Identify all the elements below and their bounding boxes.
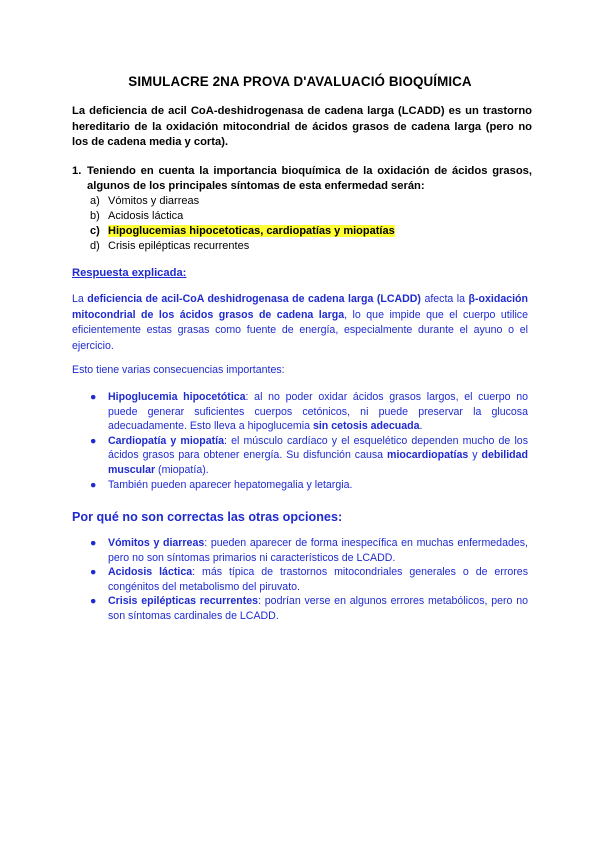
other-options-heading: Por qué no son correctas las otras opciones: bbox=[72, 510, 343, 524]
bullet-icon: ● bbox=[90, 537, 97, 549]
bullet-icon: ● bbox=[90, 434, 97, 447]
list-item bbox=[90, 434, 528, 478]
list-item bbox=[90, 536, 528, 565]
bullet-icon: ● bbox=[90, 566, 97, 579]
option-letter: a) bbox=[90, 195, 100, 207]
option-d bbox=[90, 239, 395, 254]
bullet-icon: ● bbox=[90, 595, 97, 608]
text-run: : el músculo cardíaco y el esquelético dependen mucho de los ácidos grasos para obtener energía. Su disfunción causa bbox=[108, 434, 528, 462]
bold-run: Cardiopatía y miopatía bbox=[108, 434, 224, 447]
bold-run: Acidosis láctica bbox=[108, 566, 193, 579]
text-run: . bbox=[419, 420, 423, 433]
question-number: 1. bbox=[72, 165, 82, 177]
explanation-paragraph bbox=[72, 292, 528, 354]
list-item bbox=[90, 565, 528, 594]
option-text: Acidosis láctica bbox=[108, 210, 184, 222]
answer-options bbox=[90, 194, 395, 254]
text-run: También pueden aparecer hepatomegalia y letargia. bbox=[108, 478, 353, 491]
text-run: y bbox=[468, 449, 482, 462]
bold-run: Hipoglucemia hipocetótica bbox=[108, 391, 246, 403]
option-a bbox=[90, 194, 395, 209]
list-item bbox=[90, 390, 528, 434]
text-run: : más típica de trastornos mitocondriales generales o de errores congénitos del metabolismo del piruvato. bbox=[108, 566, 528, 593]
text-run: , lo que impide que el cuerpo utilice eficientemente estas grasas como fuente de energía, especialmente durante el ayuno o el ejercicio. bbox=[72, 308, 528, 352]
bold-run: sin cetosis adecuada bbox=[312, 420, 420, 433]
question-text: Teniendo en cuenta la importancia bioquímica de la oxidación de ácidos grasos, algunos de los principales síntomas de esta enfermedad serán: bbox=[87, 165, 532, 192]
text-run: : al no poder oxidar ácidos grasos largos, el cuerpo no puede generar suficientes cuerpos cetónicos, ni puede preservar la glucosa adecuadamente. Esto lleva a hipoglucemia bbox=[108, 391, 528, 433]
option-text: Crisis epilépticas recurrentes bbox=[108, 240, 250, 252]
option-text-highlighted: Hipoglucemias hipocetoticas, cardiopatías y miopatías bbox=[108, 225, 395, 237]
bullet-icon: ● bbox=[90, 478, 97, 491]
list-item bbox=[90, 478, 528, 493]
answer-heading: Respuesta explicada: bbox=[72, 267, 187, 279]
other-options-list bbox=[90, 536, 528, 624]
option-c-correct bbox=[90, 224, 395, 239]
bold-run: deficiencia de acil-CoA deshidrogenasa de cadena larga (LCADD) bbox=[87, 293, 421, 305]
consequences-list bbox=[90, 390, 528, 492]
bold-run: β-oxidación mitocondrial de los ácidos grasos de cadena larga bbox=[72, 293, 528, 321]
option-letter: c) bbox=[90, 225, 100, 237]
text-run: (miopatía). bbox=[155, 463, 209, 476]
question-1 bbox=[72, 164, 532, 194]
option-letter: d) bbox=[90, 240, 100, 252]
list-item bbox=[90, 594, 528, 623]
document-title: SIMULACRE 2NA PROVA D'AVALUACIÓ BIOQUÍMICA bbox=[128, 74, 472, 89]
intro-paragraph: La deficiencia de acil CoA-deshidrogenasa de cadena larga (LCADD) es un trastorno hereditario de la oxidación mitocondrial de ácidos grasos de cadena larga (pero no los de cadena media y corta). bbox=[72, 105, 532, 149]
bold-run: Crisis epilépticas recurrentes bbox=[108, 595, 259, 608]
bullet-icon: ● bbox=[90, 391, 97, 403]
option-text: Vómitos y diarreas bbox=[108, 195, 200, 207]
consequences-intro: Esto tiene varias consecuencias importantes: bbox=[72, 364, 285, 376]
text-run: afecta la bbox=[420, 293, 469, 305]
bold-run: debilidad muscular bbox=[108, 449, 528, 476]
text-run: La bbox=[72, 293, 88, 305]
bold-run: Vómitos y diarreas bbox=[108, 537, 205, 549]
text-run: : pueden aparecer de forma inespecífica en muchas enfermedades, pero no son síntomas primarios ni característicos de LCADD. bbox=[108, 537, 528, 564]
text-run: : podrían verse en algunos errores metabólicos, pero no son síntomas cardinales de LCADD. bbox=[108, 595, 528, 622]
bold-run: miocardiopatías bbox=[387, 449, 469, 462]
option-letter: b) bbox=[90, 210, 100, 222]
option-b bbox=[90, 209, 395, 224]
